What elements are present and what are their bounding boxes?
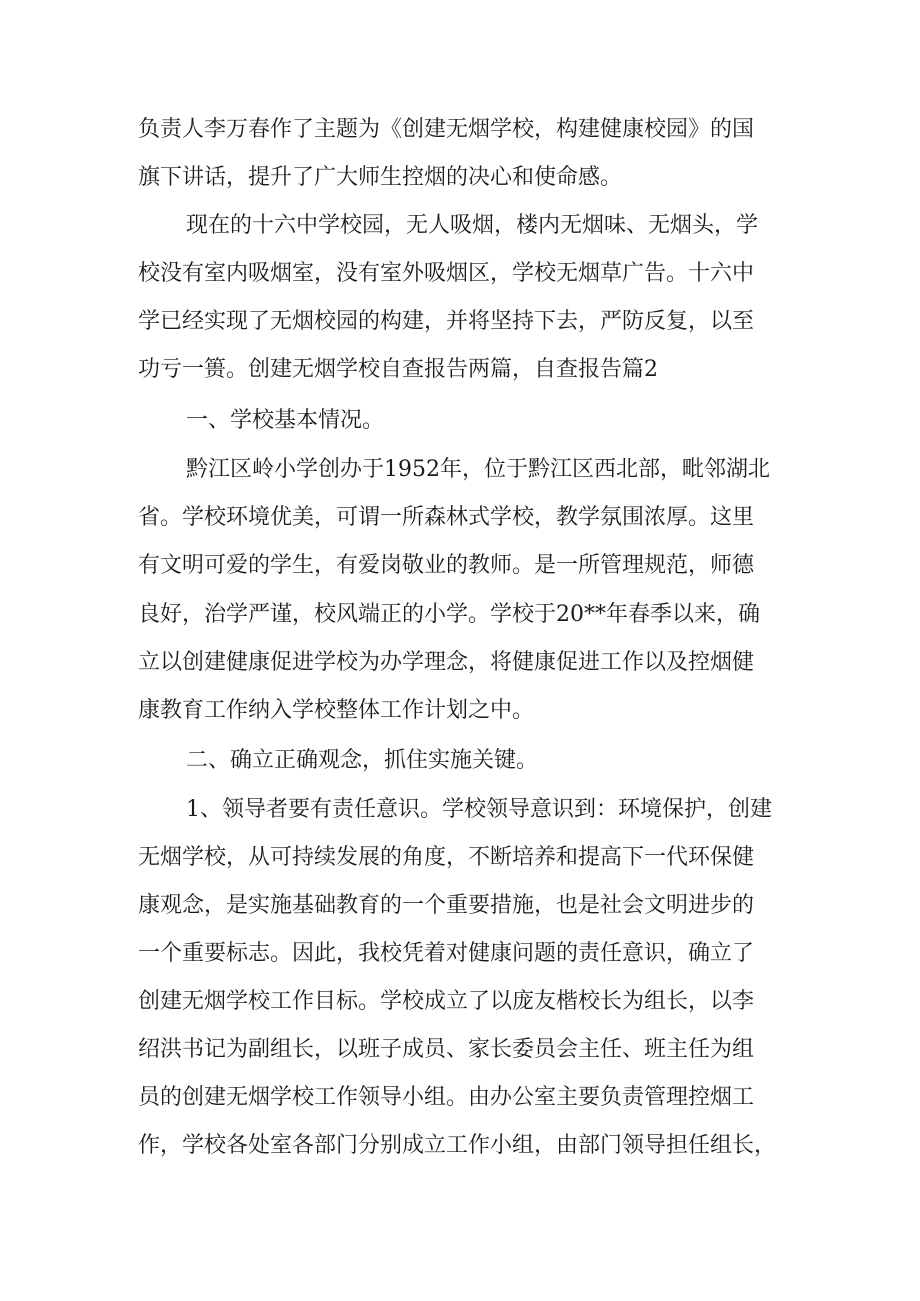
text-line-17: 康观念，是实施基础教育的一个重要措施，也是社会文明进步的 (138, 893, 755, 918)
text-line-15: 1、领导者要有责任意识。学校领导意识到：环境保护，创建 (186, 797, 772, 822)
text-line-12: 立以创建健康促进学校为办学理念，将健康促进工作以及控烟健 (138, 650, 755, 675)
text-line-20: 绍洪书记为副组长，以班子成员、家长委员会主任、班主任为组 (138, 1037, 755, 1062)
section-heading-2: 二、确立正确观念，抓住实施关键。 (186, 748, 539, 773)
section-heading-1: 一、学校基本情况。 (186, 408, 385, 433)
text-line-5: 学已经实现了无烟校园的构建，并将坚持下去，严防反复，以至 (138, 309, 755, 334)
text-line-19: 创建无烟学校工作目标。学校成立了以庞友楷校长为组长，以李 (138, 989, 755, 1014)
text-line-13: 康教育工作纳入学校整体工作计划之中。 (138, 698, 535, 723)
text-line-18: 一个重要标志。因此，我校凭着对健康问题的责任意识，确立了 (138, 941, 755, 966)
text-line-8: 黔江区岭小学创办于1952年，位于黔江区西北部，毗邻湖北 (186, 457, 770, 482)
text-line-3: 现在的十六中学校园，无人吸烟，楼内无烟味、无烟头，学 (186, 213, 759, 238)
text-line-16: 无烟学校，从可持续发展的角度，不断培养和提高下一代环保健 (138, 845, 755, 870)
text-line-22: 作，学校各处室各部门分别成立工作小组，由部门领导担任组长， (138, 1133, 777, 1158)
text-line-4: 校没有室内吸烟室，没有室外吸烟区，学校无烟草广告。十六中 (138, 261, 755, 286)
text-line-9: 省。学校环境优美，可谓一所森林式学校，教学氛围浓厚。这里 (138, 505, 755, 530)
text-line-11: 良好，治学严谨，校风端正的小学。学校于20**年春季以来，确 (138, 602, 760, 627)
text-line-2: 旗下讲话，提升了广大师生控烟的决心和使命感。 (138, 165, 623, 190)
text-line-10: 有文明可爱的学生，有爱岗敬业的教师。是一所管理规范，师德 (138, 553, 755, 578)
text-line-6: 功亏一篑。创建无烟学校自查报告两篇，自查报告篇2 (138, 357, 658, 382)
text-line-1: 负责人李万春作了主题为《创建无烟学校，构建健康校园》的国 (138, 117, 755, 142)
text-line-21: 员的创建无烟学校工作领导小组。由办公室主要负责管理控烟工 (138, 1085, 755, 1110)
